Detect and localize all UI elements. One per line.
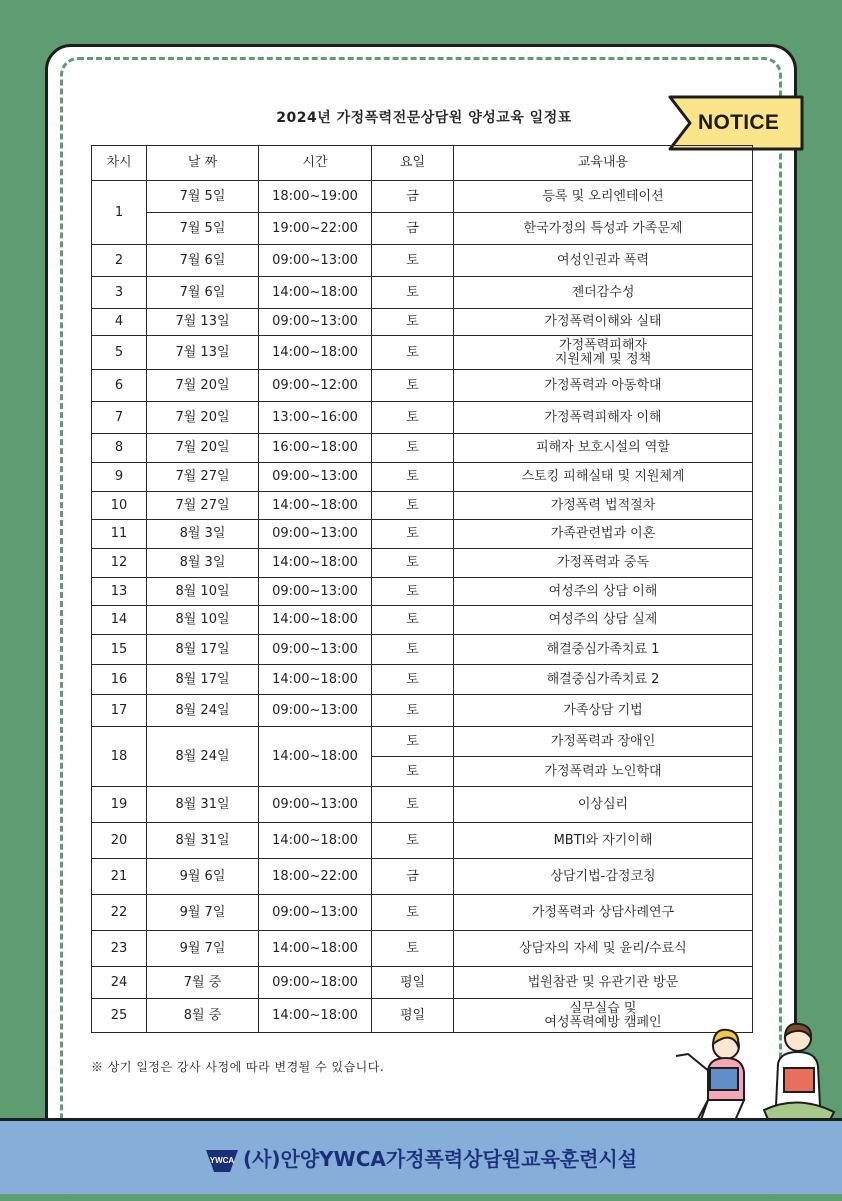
table-row [92, 309, 753, 336]
cell-date: 7월 13일 [147, 336, 259, 370]
table-row [92, 695, 753, 727]
cell-session: 15 [92, 635, 147, 665]
cell-time: 09:00~13:00 [259, 578, 372, 606]
cell-content: 여성주의 상담 이해 [454, 578, 753, 606]
table-row [92, 999, 753, 1033]
cell-session: 7 [92, 402, 147, 434]
cell-time: 09:00~13:00 [259, 695, 372, 727]
content-line-2: 여성폭력예방 캠페인 [544, 1014, 662, 1030]
cell-time: 14:00~18:00 [259, 727, 372, 787]
header-content: 교육내용 [454, 146, 753, 181]
cell-date: 7월 20일 [147, 434, 259, 463]
cell-time: 09:00~13:00 [259, 245, 372, 277]
cell-content: 여성인권과 폭력 [454, 245, 753, 277]
content-line-1: 가정폭력피해자 [559, 337, 647, 353]
cell-session: 5 [92, 336, 147, 370]
notice-label: NOTICE [698, 111, 780, 134]
cell-day: 금 [372, 859, 454, 895]
cell-session: 17 [92, 695, 147, 727]
cell-day: 토 [372, 463, 454, 492]
org-name: (사)안양YWCA가정폭력상담원교육훈련시설 [242, 1147, 638, 1171]
cell-day: 토 [372, 309, 454, 336]
table-row [92, 520, 753, 549]
header-day: 요일 [372, 146, 454, 181]
cell-time: 14:00~18:00 [259, 931, 372, 967]
cell-time: 09:00~12:00 [259, 370, 372, 402]
cell-content: 스토킹 피해실태 및 지원체계 [454, 463, 753, 492]
table-row [92, 578, 753, 606]
cell-date: 8월 24일 [147, 727, 259, 787]
cell-date: 7월 20일 [147, 370, 259, 402]
cell-content: MBTI와 자기이해 [454, 823, 753, 859]
cell-content: 상담기법-감정코칭 [454, 859, 753, 895]
cell-content: 법원참관 및 유관기관 방문 [454, 967, 753, 999]
cell-day: 토 [372, 665, 454, 695]
cell-date: 7월 중 [147, 967, 259, 999]
cell-time: 19:00~22:00 [259, 213, 372, 245]
cell-day: 토 [372, 823, 454, 859]
cell-time: 13:00~16:00 [259, 402, 372, 434]
cell-content: 상담자의 자세 및 윤리/수료식 [454, 931, 753, 967]
cell-date: 8월 17일 [147, 665, 259, 695]
cell-time: 14:00~18:00 [259, 665, 372, 695]
cell-day: 토 [372, 635, 454, 665]
cell-date: 9월 6일 [147, 859, 259, 895]
cell-content: 가족상담 기법 [454, 695, 753, 727]
content-line-1: 실무실습 및 [569, 1000, 637, 1016]
cell-day: 토 [372, 895, 454, 931]
header-time: 시간 [259, 146, 372, 181]
cell-day: 토 [372, 931, 454, 967]
cell-session: 3 [92, 277, 147, 309]
cell-time: 14:00~18:00 [259, 549, 372, 578]
table-row [92, 402, 753, 434]
table-row [92, 635, 753, 665]
cell-session: 20 [92, 823, 147, 859]
cell-content: 해결중심가족치료 2 [454, 665, 753, 695]
cell-day: 토 [372, 606, 454, 635]
table-row [92, 606, 753, 635]
table-row [92, 492, 753, 520]
cell-day: 토 [372, 757, 454, 787]
table-header-row [92, 146, 753, 181]
cell-content: 피해자 보호시설의 역할 [454, 434, 753, 463]
cell-date: 7월 6일 [147, 277, 259, 309]
cell-day: 토 [372, 520, 454, 549]
cell-date: 8월 3일 [147, 549, 259, 578]
cell-date: 7월 5일 [147, 213, 259, 245]
header-date: 날 짜 [147, 146, 259, 181]
cell-session: 8 [92, 434, 147, 463]
cell-time: 09:00~13:00 [259, 787, 372, 823]
cell-content: 여성주의 상담 실제 [454, 606, 753, 635]
page-title: 2024년 가정폭력전문상담원 양성교육 일정표 [276, 110, 572, 126]
cell-day: 토 [372, 336, 454, 370]
table-row [92, 370, 753, 402]
table-row [92, 549, 753, 578]
cell-content [454, 336, 753, 370]
ywca-logo [205, 1149, 239, 1173]
cell-session: 14 [92, 606, 147, 635]
cell-time: 18:00~19:00 [259, 181, 372, 213]
cell-date: 8월 24일 [147, 695, 259, 727]
cell-content: 젠더감수성 [454, 277, 753, 309]
cell-content: 가족관련법과 이혼 [454, 520, 753, 549]
cell-day: 토 [372, 578, 454, 606]
cell-time: 14:00~18:00 [259, 336, 372, 370]
cell-content: 가정폭력이해와 실태 [454, 309, 753, 336]
table-row [92, 967, 753, 999]
cell-day: 토 [372, 787, 454, 823]
cell-day: 토 [372, 727, 454, 757]
schedule-change-note: ※ 상기 일정은 강사 사정에 따라 변경될 수 있습니다. [91, 1060, 385, 1074]
cell-day: 토 [372, 402, 454, 434]
cell-session: 23 [92, 931, 147, 967]
cell-content: 가정폭력피해자 이해 [454, 402, 753, 434]
table-row [92, 895, 753, 931]
cell-session: 18 [92, 727, 147, 787]
table-row [92, 859, 753, 895]
cell-content: 가정폭력과 상담사례연구 [454, 895, 753, 931]
logo-text: YWCA [209, 1155, 235, 1165]
cell-day: 토 [372, 549, 454, 578]
cell-time: 14:00~18:00 [259, 492, 372, 520]
cell-day: 토 [372, 434, 454, 463]
cell-date: 7월 27일 [147, 463, 259, 492]
cell-time: 09:00~13:00 [259, 895, 372, 931]
cell-day: 토 [372, 695, 454, 727]
cell-content: 등록 및 오리엔테이션 [454, 181, 753, 213]
cell-session: 22 [92, 895, 147, 931]
table-row [92, 463, 753, 492]
cell-session: 2 [92, 245, 147, 277]
cell-time: 09:00~13:00 [259, 463, 372, 492]
cell-session: 9 [92, 463, 147, 492]
cell-content: 가정폭력과 중독 [454, 549, 753, 578]
table-row [92, 665, 753, 695]
table-row [92, 823, 753, 859]
table-row [92, 727, 753, 757]
cell-content: 가정폭력과 아동학대 [454, 370, 753, 402]
cell-date: 8월 17일 [147, 635, 259, 665]
cell-session: 24 [92, 967, 147, 999]
cell-day: 토 [372, 492, 454, 520]
cell-session: 10 [92, 492, 147, 520]
table-row [92, 931, 753, 967]
cell-content: 가정폭력 법적절차 [454, 492, 753, 520]
cell-day: 토 [372, 245, 454, 277]
cell-date: 7월 20일 [147, 402, 259, 434]
cell-content: 해결중심가족치료 1 [454, 635, 753, 665]
cell-session: 4 [92, 309, 147, 336]
table-row [92, 787, 753, 823]
cell-session: 25 [92, 999, 147, 1033]
cell-session: 19 [92, 787, 147, 823]
cell-session: 13 [92, 578, 147, 606]
cell-time: 09:00~13:00 [259, 309, 372, 336]
cell-time: 09:00~13:00 [259, 520, 372, 549]
cell-content: 가정폭력과 노인학대 [454, 757, 753, 787]
cell-session: 11 [92, 520, 147, 549]
cell-session: 16 [92, 665, 147, 695]
cell-session: 6 [92, 370, 147, 402]
cell-date: 8월 3일 [147, 520, 259, 549]
cell-time: 09:00~18:00 [259, 967, 372, 999]
cell-day: 금 [372, 181, 454, 213]
table-row [92, 277, 753, 309]
cell-session: 21 [92, 859, 147, 895]
cell-date: 8월 10일 [147, 606, 259, 635]
cell-date: 7월 5일 [147, 181, 259, 213]
content-line-2: 지원체계 및 정책 [554, 351, 652, 367]
table-row [92, 245, 753, 277]
cell-day: 금 [372, 213, 454, 245]
cell-date: 8월 31일 [147, 823, 259, 859]
cell-date: 7월 13일 [147, 309, 259, 336]
cell-content: 가정폭력과 장애인 [454, 727, 753, 757]
notice-tag [668, 95, 804, 151]
cell-time: 16:00~18:00 [259, 434, 372, 463]
cell-date: 7월 6일 [147, 245, 259, 277]
cell-date: 8월 31일 [147, 787, 259, 823]
table-row [92, 336, 753, 370]
cell-day: 토 [372, 277, 454, 309]
cell-day: 토 [372, 370, 454, 402]
cell-time: 14:00~18:00 [259, 823, 372, 859]
header-session: 차시 [92, 146, 147, 181]
cell-time: 14:00~18:00 [259, 277, 372, 309]
table-row [92, 434, 753, 463]
cell-time: 14:00~18:00 [259, 606, 372, 635]
table-row [92, 213, 753, 245]
cell-content: 한국가정의 특성과 가족문제 [454, 213, 753, 245]
cell-date: 9월 7일 [147, 895, 259, 931]
cell-content: 이상심리 [454, 787, 753, 823]
cell-time: 14:00~18:00 [259, 999, 372, 1033]
cell-day: 평일 [372, 967, 454, 999]
footer-org [0, 1143, 842, 1173]
schedule-table [91, 145, 753, 1033]
cell-time: 09:00~13:00 [259, 635, 372, 665]
cell-day: 평일 [372, 999, 454, 1033]
cell-session: 1 [92, 181, 147, 245]
cell-date: 8월 10일 [147, 578, 259, 606]
cell-date: 9월 7일 [147, 931, 259, 967]
cell-time: 18:00~22:00 [259, 859, 372, 895]
table-row [92, 181, 753, 213]
footer-bar [0, 1118, 842, 1194]
cell-session: 12 [92, 549, 147, 578]
cell-date: 8월 중 [147, 999, 259, 1033]
cell-date: 7월 27일 [147, 492, 259, 520]
